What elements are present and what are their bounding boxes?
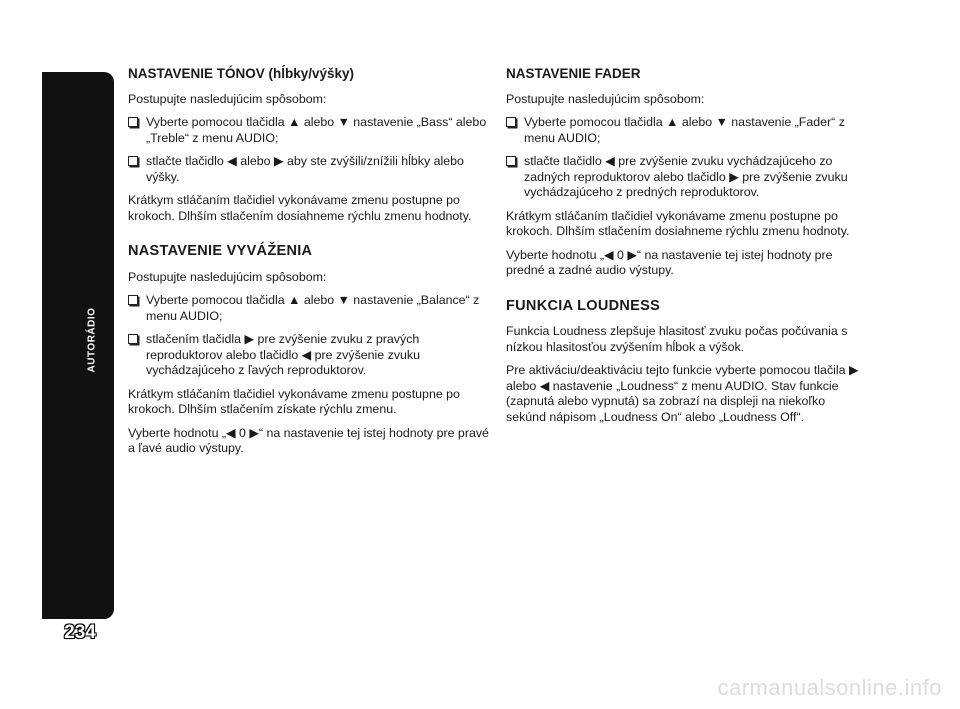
paragraph: Krátkym stláčaním tlačidiel vykonávame zmenu postupne po krokoch. Dlhším stlačením dosiahneme rýchlu zmenu hodnoty. <box>128 193 472 223</box>
list-item <box>128 332 490 379</box>
watermark: carmanualsonline.info <box>717 675 942 700</box>
list-item-text: Vyberte pomocou tlačidla ▲ alebo ▼ nastavenie „Bass“ alebo „Treble“ z menu AUDIO; <box>146 115 487 145</box>
checkbox-bullet-icon <box>128 156 138 166</box>
paragraph: Pre aktiváciu/deaktiváciu tejto funkcie vyberte pomocou tlačila ▶ alebo ◀ nastavenie „Loudness“ z menu AUDIO. Stav funkcie (zapnutá alebo vypnutá) sa zobrazí na displeji na niekoľko sekúnd nápisom „Loudness On“ alebo „Loudness Off“. <box>506 363 859 424</box>
section-heading-fader: NASTAVENIE FADER <box>506 66 641 81</box>
checkbox-bullet-icon <box>128 117 138 127</box>
paragraph: Krátkym stláčaním tlačidiel vykonávame zmenu postupne po krokoch. Dlhším stlačením dosiahneme rýchlu zmenu hodnoty. <box>506 208 850 238</box>
checkbox-bullet-icon <box>128 334 138 344</box>
checkbox-bullet-icon <box>128 295 138 305</box>
section-heading-tones: NASTAVENIE TÓNOV (hĺbky/výšky) <box>128 66 355 81</box>
list-item <box>506 115 868 146</box>
section-heading-loudness: FUNKCIA LOUDNESS <box>506 297 661 314</box>
page-number: 234 <box>64 622 96 643</box>
paragraph: Vyberte hodnotu „◀ 0 ▶“ na nastavenie tej istej hodnoty pre pravé a ľavé audio výstupy. <box>128 425 489 455</box>
chapter-sidebar <box>42 72 114 619</box>
list-item <box>506 154 868 201</box>
list-item <box>128 154 490 185</box>
list-item <box>128 293 490 324</box>
paragraph: Krátkym stláčaním tlačidiel vykonávame zmenu postupne po krokoch. Dlhším stlačením získate rýchlu zmenu. <box>128 386 460 416</box>
left-column <box>128 66 490 465</box>
list-item-text: Vyberte pomocou tlačidla ▲ alebo ▼ nastavenie „Fader“ z menu AUDIO; <box>524 115 845 145</box>
checkbox-bullet-icon <box>506 156 516 166</box>
paragraph: Vyberte hodnotu „◀ 0 ▶“ na nastavenie tej istej hodnoty pre predné a zadné audio výstupy. <box>506 247 833 277</box>
list-item-text: stlačte tlačidlo ◀ pre zvýšenie zvuku vychádzajúceho zo zadných reproduktorov alebo tlačidlo ▶ pre zvýšenie zvuku vychádzajúceho z predných reproduktorov. <box>524 154 848 199</box>
intro-text: Postupujte nasledujúcim spôsobom: <box>128 91 327 106</box>
list-item-text: stlačením tlačidla ▶ pre zvýšenie zvuku z pravých reproduktorov alebo tlačidlo ◀ pre zvýšenie zvuku vychádzajúceho z ľavých reproduktorov. <box>146 332 421 377</box>
checkbox-bullet-icon <box>506 117 516 127</box>
paragraph: Funkcia Loudness zlepšuje hlasitosť zvuku počas počúvania s nízkou hlasitosťou zvýšením hĺbok a výšok. <box>506 324 848 354</box>
section-heading-balance: NASTAVENIE VYVÁŽENIA <box>128 243 313 259</box>
right-column <box>506 66 868 433</box>
chapter-label: AUTORÁDIO <box>86 307 98 373</box>
list-item-text: stlačte tlačidlo ◀ alebo ▶ aby ste zvýšili/znížili hĺbky alebo výšky. <box>146 154 464 184</box>
intro-text: Postupujte nasledujúcim spôsobom: <box>506 91 705 106</box>
list-item <box>128 115 490 146</box>
intro-text: Postupujte nasledujúcim spôsobom: <box>128 269 327 284</box>
list-item-text: Vyberte pomocou tlačidla ▲ alebo ▼ nastavenie „Balance“ z menu AUDIO; <box>146 293 480 323</box>
